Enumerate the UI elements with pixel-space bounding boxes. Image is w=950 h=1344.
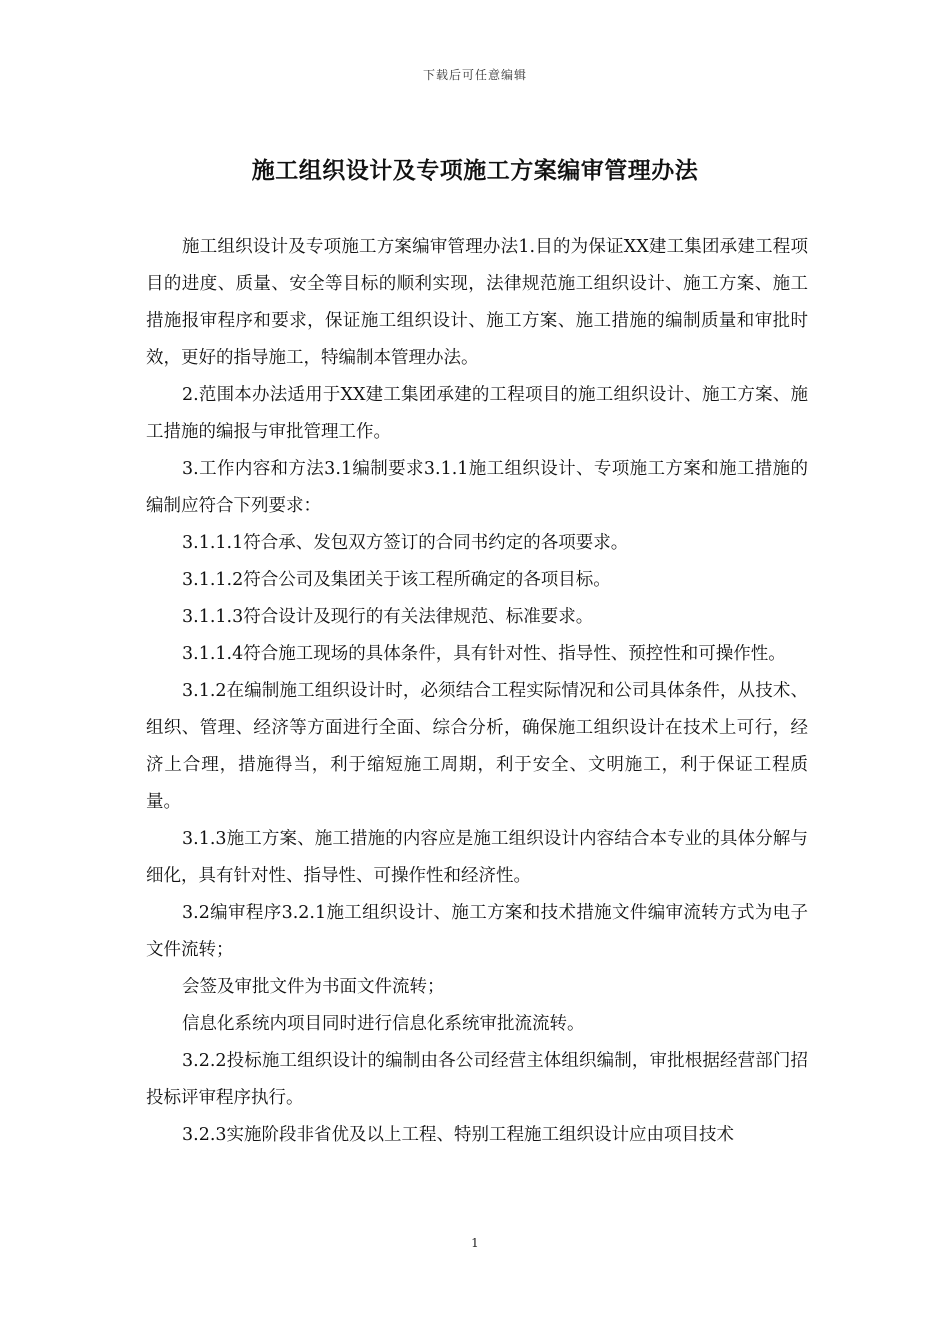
paragraph-countersign: 会签及审批文件为书面文件流转； <box>182 977 445 997</box>
paragraph-3-2-1: 3.2编审程序3.2.1施工组织设计、施工方案和技术措施文件编审流转方式为电子文件流转； <box>146 903 808 960</box>
paragraph-3-1-1-1: 3.1.1.1符合承、发包双方签订的合同书约定的各项要求。 <box>182 533 629 553</box>
paragraph-scope: 2.范围本办法适用于XX建工集团承建的工程项目的施工组织设计、施工方案、施工措施的编报与审批管理工作。 <box>146 385 808 442</box>
document-title: 施工组织设计及专项施工方案编审管理办法 <box>251 157 699 184</box>
paragraph-info-system: 信息化系统内项目同时进行信息化系统审批流流转。 <box>182 1014 585 1034</box>
paragraph-methods: 3.工作内容和方法3.1编制要求3.1.1施工组织设计、专项施工方案和施工措施的编制应符合下列要求： <box>146 459 808 516</box>
paragraph-purpose: 施工组织设计及专项施工方案编审管理办法1.目的为保证XX建工集团承建工程项目的进度、质量、安全等目标的顺利实现，法律规范施工组织设计、施工方案、施工措施报审程序和要求，保证施工组织设计、施工方案、施工措施的编制质量和审批时效，更好的指导施工，特编制本管理办法。 <box>146 237 808 368</box>
paragraph-3-1-2: 3.1.2在编制施工组织设计时，必须结合工程实际情况和公司具体条件，从技术、组织、管理、经济等方面进行全面、综合分析，确保施工组织设计在技术上可行，经济上合理，措施得当，利于缩短施工周期，利于安全、文明施工，利于保证工程质量。 <box>146 681 808 812</box>
paragraph-3-1-3: 3.1.3施工方案、施工措施的内容应是施工组织设计内容结合本专业的具体分解与细化，具有针对性、指导性、可操作性和经济性。 <box>146 829 808 886</box>
header-note: 下载后可任意编辑 <box>422 68 527 82</box>
paragraph-3-1-1-2: 3.1.1.2符合公司及集团关于该工程所确定的各项目标。 <box>182 570 611 590</box>
paragraph-3-1-1-4: 3.1.1.4符合施工现场的具体条件，具有针对性、指导性、预控性和可操作性。 <box>182 644 786 664</box>
paragraph-3-2-2: 3.2.2投标施工组织设计的编制由各公司经营主体组织编制，审批根据经营部门招投标评审程序执行。 <box>146 1051 808 1108</box>
page-number: 1 <box>471 1236 479 1250</box>
paragraph-3-1-1-3: 3.1.1.3符合设计及现行的有关法律规范、标准要求。 <box>182 607 594 627</box>
document-body <box>146 229 808 1154</box>
paragraph-3-2-3: 3.2.3实施阶段非省优及以上工程、特别工程施工组织设计应由项目技术 <box>182 1125 735 1145</box>
